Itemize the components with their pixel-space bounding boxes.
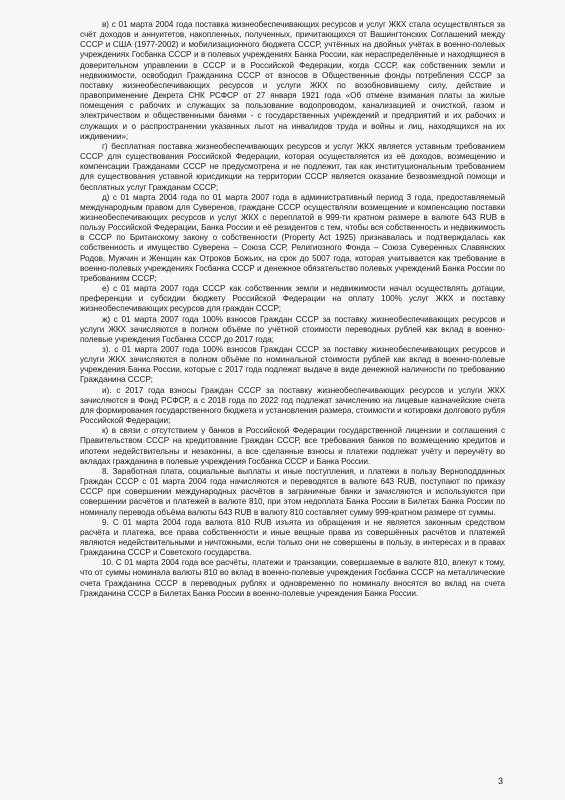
paragraph-k: к) в связи с отсутствием у банков в Российской Федерации государственной лицензии и соглашения с Правительством СССР на кредитование Граждан СССР, все требования банков по возмещению кредитов и ипотеки недействительны и незаконны, а все сделанные взносы и платежи подлежат учёту и переучёту во вкладах гражданина в полевые учреждения Госбанка СССР и Банка России.: [80, 426, 505, 466]
paragraph-zh: ж) с 01 марта 2007 года 100% взносов Граждан СССР за поставку жизнеобеспечивающих ресурсов и услуги ЖКХ зачисляются в полном объёме по учётной стоимости переводных рублей как вклад в военно-полевые учреждения Госбанка СССР до 2017 года;: [80, 314, 505, 344]
paragraph-v: в) с 01 марта 2004 года поставка жизнеобеспечивающих ресурсов и услуг ЖКХ стала осуществляться за счёт доходов и аннуитетов, накопленных, полученных, причитающихся от Вашингтонских Соглашений между СССР и США (1977-2002) и мобилизационного бюджета СССР, учтённых на двойных учётах в военно-полевых учреждениях Госбанка СССР и в полевых учреждениях Банка России, как нераспределённые и находящиеся в доверительном управлении в СССР и в Российской Федерации, когда СССР, как собственник земли и недвижимости, освободил Гражданина СССР от взносов в Общественные фонды потребления СССР за поставку жизнеобеспечивающих ресурсов и услуги ЖКХ по возобновившему силу, действие и правоприменение Декрета СНК РСФСР от 27 января 1921 года «Об отмене взимания платы за жилые помещения с рабочих и служащих за пользование водопроводом, канализацией и очисткой, газом и электричеством и общественными банями - с государственных учреждений и предприятий и их рабочих и служащих и о распространении указанных льгот на инвалидов труда и войны и лиц, находящихся на их иждивении»;: [80, 20, 505, 141]
paragraph-i: и). с 2017 года взносы Граждан СССР за поставку жизнеобеспечивающих ресурсов и услуги ЖКХ зачисляются в Фонд РСФСР, а с 2018 года по 2022 год подлежат зачислению на лицевые казначейские счета для формирования государственного бюджета и установления размера, стоимости и котировки долгового рубля Российской Федерации;: [80, 385, 505, 426]
paragraph-8: 8. Заработная плата, социальные выплаты и иные поступления, и платежи в пользу Верноподданных Граждан СССР с 01 марта 2004 года начисляются и переводятся в валюте 643 RUB, поступают по приказу СССР при совершении международных расчётов в заграничные банки и зачисляются и используются при совершении расчётов и платежей в валюте 810, при этом недоплата Банка России в Билетах Банка России по номиналу перевода объёма валюты 643 RUB в валюту 810 составляет сумму 999-кратном размере от суммы.: [80, 466, 505, 517]
paragraph-e: е) с 01 марта 2007 года СССР как собственник земли и недвижимости начал осуществлять дотации, преференции и субсидии бюджету Российской Федерации на оплату 100% услуг ЖКХ и поставку жизнеобеспечивающих ресурсов для граждан СССР;: [80, 284, 505, 314]
paragraph-z: з). с 01 марта 2007 года 100% взносов Граждан СССР за поставку жизнеобеспечивающих ресурсов и услуги ЖКХ зачисляются в полном объёме по номинальной стоимости рублей как вклад в военно-полевые учреждения Банка России, которые с 2017 года подлежат выдаче в виде денежной наличности по требованию Гражданина СССР;: [80, 345, 505, 385]
document-body: [80, 20, 505, 599]
page-number: 3: [497, 776, 503, 786]
paragraph-d: д) с 01 марта 2004 года по 01 марта 2007 года в административный период 3 года, предоставляемый международным правом для Суверенов, граждане СССР осуществляли возмещение и компенсацию поставки жизнеобеспечивающих ресурсов и услуг ЖКХ с переплатой в 999-ти кратном размере в валюте 643 RUB в пользу Российской Федерации, Банка России и её резидентов с тем, чтобы вся собственность и недвижимость в СССР по Британскому закону о собственности (Property Act 1925) признавалась и подтверждалась как собственность и имущество Суверена – Союза ССР, Религиозного Фонда – Союза Суверенных Славянских Родов, Мужчин и Женщин как Отроков Божьих, на срок до 5007 года, которая учитывается как требование в военно-полевых учреждениях Госбанка СССР и денежное обязательство полевых учреждений Банка России по требованиям СССР;: [80, 192, 505, 283]
paragraph-10: 10. С 01 марта 2004 года все расчёты, платежи и транзакции, совершаемые в валюте 810, влекут к тому, что от суммы номинала валюты 810 во вклад в военно-полевые учреждения Госбанка СССР на металлические счета Гражданина СССР в переводных рублях и одновременно по номиналу вносятся во вклад на счета Гражданина СССР в Билетах Банка России в военно-полевые учреждения Банка России.: [80, 558, 505, 598]
paragraph-g: г) бесплатная поставка жизнеобеспечивающих ресурсов и услуг ЖКХ является уставным требованием СССР для существования Российской Федерации, которая осуществляется из её доходов, возмещению и компенсации Гражданами СССР не предусмотрена и не подлежит, так как институциональным требованием для существования уставной юрисдикции на территории СССР является оказание безвозмездной помощи и бесплатных услуг Гражданам СССР;: [80, 141, 505, 192]
paragraph-9: 9. С 01 марта 2004 года валюта 810 RUB изъята из обращения и не является законным средством расчёта и платежа, все права собственности и иные вещные права из совершённых расчётов и платежей являются недействительными и ничтожными, если только они не совершены в пользу, в интересах и в правах Гражданина СССР и Советского государства.: [80, 517, 505, 558]
